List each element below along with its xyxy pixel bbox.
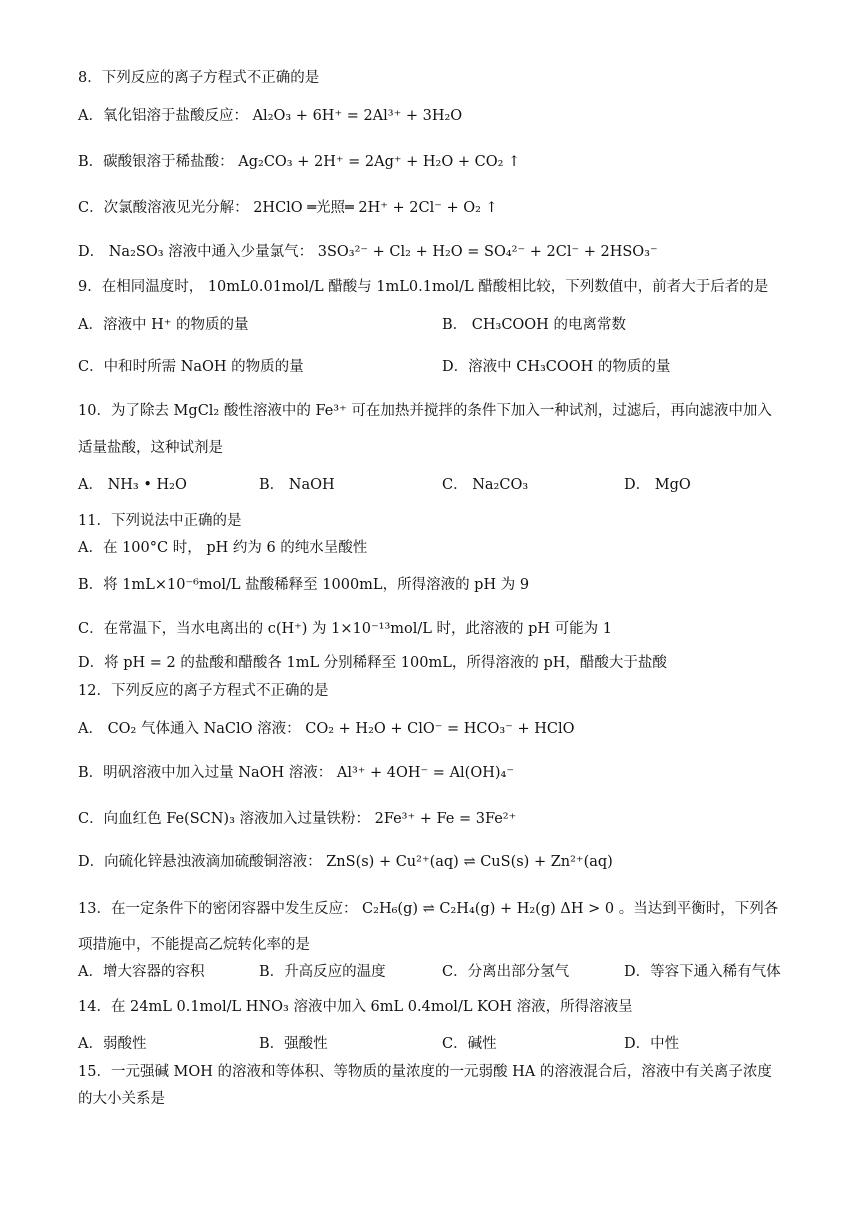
q8-option-c: C．次氯酸溶液见光分解： 2HClO ═光照═ 2H⁺ + 2Cl⁻ + O₂ ↑ xyxy=(78,200,498,216)
q12-option-d: D．向硫化锌悬浊液滴加硫酸铜溶液： ZnS(s) + Cu²⁺(aq) ⇌ CuS(s) + Zn²⁺(aq) xyxy=(78,854,613,870)
q12-option-a: A． CO₂ 气体通入 NaClO 溶液： CO₂ + H₂O + ClO⁻ = HCO₃⁻ + HClO xyxy=(78,721,575,737)
q14-option-d: D．中性 xyxy=(624,1036,680,1052)
q13-option-c: C．分离出部分氢气 xyxy=(442,964,570,980)
q9-option-d: D．溶液中 CH₃COOH 的物质的量 xyxy=(442,359,671,375)
q9-option-a: A．溶液中 H⁺ 的物质的量 xyxy=(78,317,249,333)
q8-option-a: A．氧化铝溶于盐酸反应： Al₂O₃ + 6H⁺ = 2Al³⁺ + 3H₂O xyxy=(78,108,463,124)
q12-stem: 12．下列反应的离子方程式不正确的是 xyxy=(78,683,329,699)
q12-option-c: C．向血红色 Fe(SCN)₃ 溶液加入过量铁粉： 2Fe³⁺ + Fe = 3Fe²⁺ xyxy=(78,811,517,827)
q14-option-a: A．弱酸性 xyxy=(78,1036,147,1052)
q10-option-d: D． MgO xyxy=(624,477,691,493)
q10-stem-line1: 10．为了除去 MgCl₂ 酸性溶液中的 Fe³⁺ 可在加热并搅拌的条件下加入一种试剂，过滤后，再向滤液中加入 xyxy=(78,403,772,419)
q12-option-b: B．明矾溶液中加入过量 NaOH 溶液： Al³⁺ + 4OH⁻ = Al(OH)₄⁻ xyxy=(78,765,514,781)
q13-stem-line2: 项措施中，不能提高乙烷转化率的是 xyxy=(78,937,310,953)
q10-option-c: C． Na₂CO₃ xyxy=(442,477,529,493)
q10-option-a: A． NH₃ • H₂O xyxy=(78,477,187,493)
q14-option-c: C．碱性 xyxy=(442,1036,497,1052)
q14-option-b: B．强酸性 xyxy=(259,1036,328,1052)
q13-stem-line1: 13．在一定条件下的密闭容器中发生反应： C₂H₆(g) ⇌ C₂H₄(g) + H₂(g) ΔH > 0 。当达到平衡时，下列各 xyxy=(78,901,779,917)
q15-stem-line2: 的大小关系是 xyxy=(78,1091,165,1107)
q8-option-d: D． Na₂SO₃ 溶液中通入少量氯气： 3SO₃²⁻ + Cl₂ + H₂O = SO₄²⁻ + 2Cl⁻ + 2HSO₃⁻ xyxy=(78,244,658,260)
q11-option-c: C．在常温下，当水电离出的 c(H⁺) 为 1×10⁻¹³mol/L 时，此溶液的 pH 可能为 1 xyxy=(78,621,612,637)
q8-stem: 8．下列反应的离子方程式不正确的是 xyxy=(78,70,320,86)
q9-stem: 9．在相同温度时， 10mL0.01mol/L 醋酸与 1mL0.1mol/L 醋酸相比较，下列数值中，前者大于后者的是 xyxy=(78,279,769,295)
q10-option-b: B． NaOH xyxy=(259,477,335,493)
q11-option-a: A．在 100°C 时， pH 约为 6 的纯水呈酸性 xyxy=(78,540,368,556)
q13-option-d: D．等容下通入稀有气体 xyxy=(624,964,781,980)
q15-stem-line1: 15．一元强碱 MOH 的溶液和等体积、等物质的量浓度的一元弱酸 HA 的溶液混合后，溶液中有关离子浓度 xyxy=(78,1064,772,1080)
q13-option-b: B．升高反应的温度 xyxy=(259,964,386,980)
q11-stem: 11．下列说法中正确的是 xyxy=(78,513,242,529)
q11-option-d: D．将 pH = 2 的盐酸和醋酸各 1mL 分别稀释至 100mL，所得溶液的 pH，醋酸大于盐酸 xyxy=(78,655,667,671)
q10-stem-line2: 适量盐酸，这种试剂是 xyxy=(78,440,223,456)
q8-option-b: B．碳酸银溶于稀盐酸： Ag₂CO₃ + 2H⁺ = 2Ag⁺ + H₂O + CO₂ ↑ xyxy=(78,154,521,170)
q9-option-b: B． CH₃COOH 的电离常数 xyxy=(442,317,626,333)
q14-stem: 14．在 24mL 0.1mol/L HNO₃ 溶液中加入 6mL 0.4mol/L KOH 溶液，所得溶液呈 xyxy=(78,999,633,1015)
q13-option-a: A．增大容器的容积 xyxy=(78,964,205,980)
q11-option-b: B．将 1mL×10⁻⁶mol/L 盐酸稀释至 1000mL，所得溶液的 pH 为 9 xyxy=(78,577,530,593)
q9-option-c: C．中和时所需 NaOH 的物质的量 xyxy=(78,359,304,375)
